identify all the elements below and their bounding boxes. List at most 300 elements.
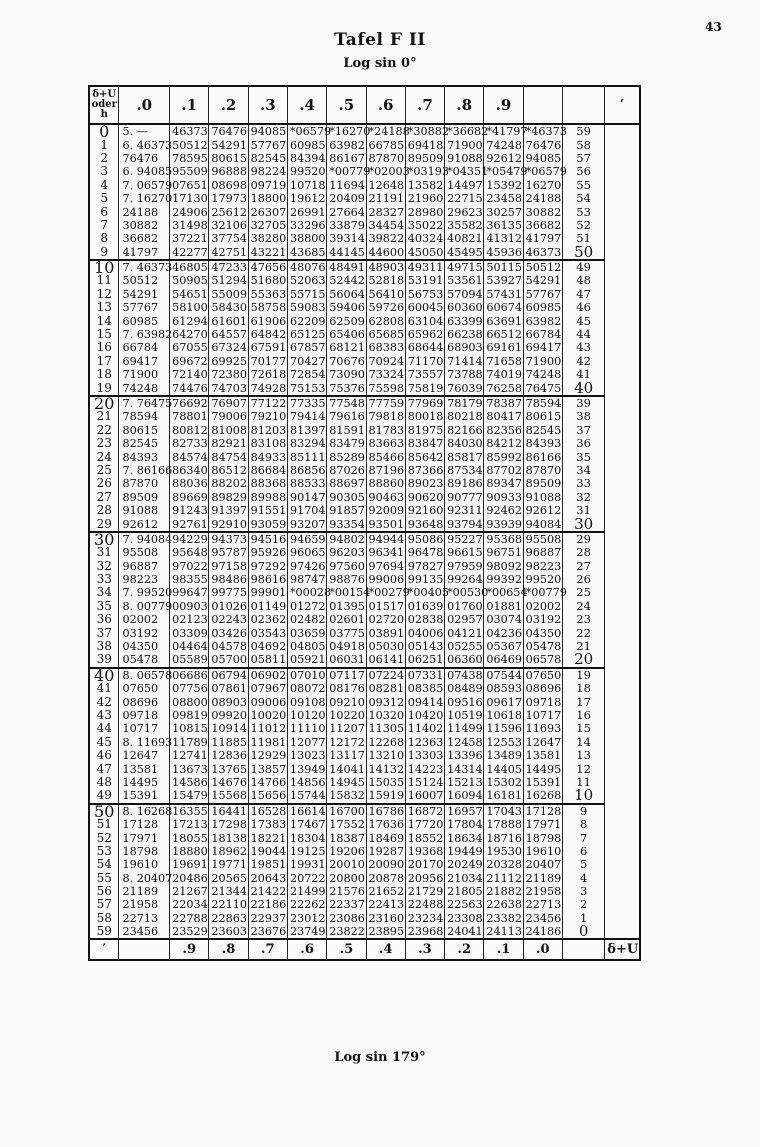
value-cell: 53191	[405, 274, 444, 287]
table-row	[89, 600, 640, 613]
value-cell: 6. 94085	[119, 165, 170, 178]
value-cell: 50512	[170, 138, 209, 151]
value-cell: 18798	[523, 831, 562, 844]
value-cell: 15124	[405, 776, 444, 789]
footer-corner: δ+U	[605, 939, 640, 960]
value-cell: 49715	[445, 260, 484, 274]
value-cell: 17720	[405, 818, 444, 831]
minute-label: 29	[89, 517, 119, 531]
table-row	[89, 288, 640, 301]
value-cell: 09210	[327, 695, 366, 708]
value-cell: 20956	[405, 871, 444, 884]
header-corner-line: oder	[91, 99, 117, 110]
value-cell: 15656	[248, 789, 287, 803]
value-cell: 98616	[248, 573, 287, 586]
value-cell: 98355	[170, 573, 209, 586]
value-cell: 17552	[327, 818, 366, 831]
minute-label-right: 43	[562, 341, 604, 354]
value-cell: 95926	[248, 546, 287, 559]
value-cell: 48491	[327, 260, 366, 274]
column-footer: .2	[445, 939, 484, 960]
value-cell: 21267	[170, 885, 209, 898]
column-footer: .3	[405, 939, 444, 960]
value-cell: 8. 20407	[119, 871, 170, 884]
value-cell: 57767	[523, 288, 562, 301]
minute-label: 55	[89, 871, 119, 884]
minute-label-right: 3	[562, 885, 604, 898]
minute-label-right: 37	[562, 424, 604, 437]
value-cell: 19044	[248, 845, 287, 858]
value-cell: 57431	[484, 288, 523, 301]
value-cell: 05589	[170, 653, 209, 667]
value-cell: 21652	[366, 885, 405, 898]
column-header	[523, 86, 562, 124]
value-cell: 15391	[523, 776, 562, 789]
value-cell: 79210	[248, 410, 287, 423]
value-cell: 16528	[248, 804, 287, 818]
value-cell: 61906	[248, 314, 287, 327]
value-cell: 59083	[287, 301, 326, 314]
value-cell: 60985	[119, 314, 170, 327]
minute-label: 22	[89, 424, 119, 437]
value-cell: 17128	[523, 804, 562, 818]
value-cell: 05811	[248, 653, 287, 667]
value-cell: 15391	[119, 789, 170, 803]
value-cell: 77969	[405, 396, 444, 410]
value-cell: *24188	[366, 124, 405, 138]
minute-label-right: 29	[562, 532, 604, 546]
minute-label: 10	[89, 260, 119, 274]
minute-label-right: 51	[562, 232, 604, 245]
value-cell: 97694	[366, 560, 405, 573]
minute-label: 33	[89, 573, 119, 586]
value-cell: 38280	[248, 232, 287, 245]
value-cell: 21344	[209, 885, 248, 898]
value-cell: 82545	[119, 437, 170, 450]
value-cell: 82356	[484, 424, 523, 437]
value-cell: 03192	[523, 613, 562, 626]
value-cell: 63104	[405, 314, 444, 327]
value-cell: 56410	[366, 288, 405, 301]
value-cell: 87870	[523, 464, 562, 477]
minute-label: 0	[89, 124, 119, 138]
value-cell: 95227	[445, 532, 484, 546]
value-cell: 99520	[523, 573, 562, 586]
table-row	[89, 396, 640, 410]
value-cell: 21576	[327, 885, 366, 898]
value-cell: 66238	[445, 328, 484, 341]
value-cell: 99006	[366, 573, 405, 586]
value-cell: 23822	[327, 925, 366, 939]
value-cell: 67857	[287, 341, 326, 354]
value-cell: 66785	[366, 138, 405, 151]
table-row	[89, 789, 640, 803]
value-cell: 15302	[484, 776, 523, 789]
value-cell: 07438	[445, 668, 484, 682]
table-row	[89, 301, 640, 314]
value-cell: 84393	[119, 450, 170, 463]
value-cell: 02720	[366, 613, 405, 626]
value-cell: 03426	[209, 626, 248, 639]
value-cell: 33879	[327, 219, 366, 232]
value-cell: 98223	[119, 573, 170, 586]
table-row	[89, 586, 640, 599]
value-cell: 01639	[405, 600, 444, 613]
value-cell: 80018	[405, 410, 444, 423]
value-cell: 21034	[445, 871, 484, 884]
value-cell: 20090	[366, 858, 405, 871]
value-cell: 22713	[119, 912, 170, 925]
value-cell: 01026	[209, 600, 248, 613]
minute-label: 53	[89, 845, 119, 858]
value-cell: 18798	[119, 845, 170, 858]
minute-label: 24	[89, 450, 119, 463]
table-row	[89, 818, 640, 831]
value-cell: 17043	[484, 804, 523, 818]
value-cell: 22788	[170, 912, 209, 925]
value-cell: 19449	[445, 845, 484, 858]
value-cell: 7. 94084	[119, 532, 170, 546]
value-cell: 92612	[523, 504, 562, 517]
minute-label: 4	[89, 179, 119, 192]
value-cell: 49311	[405, 260, 444, 274]
value-cell: 54291	[209, 138, 248, 151]
value-cell: 81397	[287, 424, 326, 437]
value-cell: *06579	[287, 124, 326, 138]
table-row	[89, 314, 640, 327]
value-cell: 71900	[119, 368, 170, 381]
value-cell: 16007	[405, 789, 444, 803]
value-cell: 04350	[119, 640, 170, 653]
minute-label: 8	[89, 232, 119, 245]
value-cell: 68903	[445, 341, 484, 354]
value-cell: 03775	[327, 626, 366, 639]
value-cell: 24188	[119, 205, 170, 218]
value-cell: 77548	[327, 396, 366, 410]
value-cell: 56753	[405, 288, 444, 301]
value-cell: 10020	[248, 709, 287, 722]
minute-label: 11	[89, 274, 119, 287]
value-cell: 78179	[445, 396, 484, 410]
minute-label-right: 26	[562, 573, 604, 586]
value-cell: 55715	[287, 288, 326, 301]
value-cell: 75598	[366, 381, 405, 395]
value-cell: 71658	[484, 355, 523, 368]
value-cell: 21805	[445, 885, 484, 898]
value-cell: 43685	[287, 246, 326, 260]
value-cell: 96887	[523, 546, 562, 559]
value-cell: 09718	[523, 695, 562, 708]
value-cell: 16268	[523, 789, 562, 803]
value-cell: 19851	[248, 858, 287, 871]
value-cell: 02002	[523, 600, 562, 613]
minute-label-right: 30	[562, 517, 604, 531]
table-row	[89, 546, 640, 559]
value-cell: 06031	[327, 653, 366, 667]
value-cell: 04805	[287, 640, 326, 653]
value-cell: 05478	[119, 653, 170, 667]
value-cell: 16614	[287, 804, 326, 818]
value-cell: 94802	[327, 532, 366, 546]
minute-label-right: 47	[562, 288, 604, 301]
value-cell: 48076	[287, 260, 326, 274]
value-cell: 01149	[248, 600, 287, 613]
value-cell: 84393	[523, 437, 562, 450]
value-cell: *46373	[523, 124, 562, 138]
value-cell: 23308	[445, 912, 484, 925]
value-cell: 74703	[209, 381, 248, 395]
value-cell: 99901	[248, 586, 287, 599]
value-cell: 81975	[405, 424, 444, 437]
value-cell: 75376	[327, 381, 366, 395]
value-cell: 83479	[327, 437, 366, 450]
value-cell: 12741	[170, 749, 209, 762]
value-cell: 21191	[366, 192, 405, 205]
value-cell: 34454	[366, 219, 405, 232]
table-body	[89, 124, 640, 939]
value-cell: 10718	[287, 179, 326, 192]
value-cell: 95508	[523, 532, 562, 546]
minute-label: 19	[89, 381, 119, 395]
value-cell: 22488	[405, 898, 444, 911]
column-header: .3	[248, 86, 287, 124]
value-cell: 62509	[327, 314, 366, 327]
value-cell: 24906	[170, 205, 209, 218]
value-cell: 11207	[327, 722, 366, 735]
value-cell: 21189	[119, 885, 170, 898]
value-cell: 14041	[327, 762, 366, 775]
value-cell: 99392	[484, 573, 523, 586]
value-cell: 91397	[209, 504, 248, 517]
value-cell: 86166	[523, 450, 562, 463]
value-cell: 13303	[405, 749, 444, 762]
value-cell: 97827	[405, 560, 444, 573]
value-cell: 90147	[287, 491, 326, 504]
table-row	[89, 260, 640, 274]
minute-label-right: 23	[562, 613, 604, 626]
value-cell: 07967	[248, 682, 287, 695]
value-cell: 96887	[119, 560, 170, 573]
value-cell: 93501	[366, 517, 405, 531]
value-cell: 08696	[523, 682, 562, 695]
minute-label: 34	[89, 586, 119, 599]
value-cell: 00903	[170, 600, 209, 613]
value-cell: 99264	[445, 573, 484, 586]
value-cell: 7. 06579	[119, 179, 170, 192]
column-header: .1	[170, 86, 209, 124]
value-cell: 38800	[287, 232, 326, 245]
value-cell: 07117	[327, 668, 366, 682]
value-cell: 74248	[119, 381, 170, 395]
minute-label-right: 12	[562, 762, 604, 775]
table-row	[89, 736, 640, 749]
minute-label-right: 2	[562, 898, 604, 911]
minutes-right-header: ′	[605, 86, 640, 124]
value-cell: 76039	[445, 381, 484, 395]
value-cell: 71170	[405, 355, 444, 368]
minute-label-right: 59	[562, 124, 604, 138]
value-cell: 23529	[170, 925, 209, 939]
value-cell: 07861	[209, 682, 248, 695]
value-cell: 35022	[405, 219, 444, 232]
table-row	[89, 925, 640, 939]
minute-label: 27	[89, 491, 119, 504]
value-cell: 16181	[484, 789, 523, 803]
value-cell: 20800	[327, 871, 366, 884]
value-cell: 13581	[119, 762, 170, 775]
value-cell: 06251	[405, 653, 444, 667]
value-cell: 50512	[119, 274, 170, 287]
value-cell: 01272	[287, 600, 326, 613]
value-cell: 93939	[484, 517, 523, 531]
value-cell: 88697	[327, 477, 366, 490]
value-cell: 60985	[287, 138, 326, 151]
value-cell: 96341	[366, 546, 405, 559]
minute-label-right: 32	[562, 491, 604, 504]
minute-label-right: 34	[562, 464, 604, 477]
value-cell: 15479	[170, 789, 209, 803]
value-cell: 89186	[445, 477, 484, 490]
value-cell: 89347	[484, 477, 523, 490]
value-cell: 69925	[209, 355, 248, 368]
value-cell: 22110	[209, 898, 248, 911]
value-cell: 09920	[209, 709, 248, 722]
minute-label: 57	[89, 898, 119, 911]
minute-label: 21	[89, 410, 119, 423]
value-cell: 60045	[405, 301, 444, 314]
value-cell: 07650	[119, 682, 170, 695]
value-cell: 95086	[405, 532, 444, 546]
table-row	[89, 341, 640, 354]
table-row	[89, 517, 640, 531]
value-cell: 76475	[523, 381, 562, 395]
value-cell: 17971	[523, 818, 562, 831]
value-cell: 80615	[523, 410, 562, 423]
value-cell: 76476	[119, 152, 170, 165]
table-row	[89, 858, 640, 871]
minute-label: 31	[89, 546, 119, 559]
table-row	[89, 749, 640, 762]
value-cell: 59726	[366, 301, 405, 314]
minute-label: 52	[89, 831, 119, 844]
column-footer: .0	[523, 939, 562, 960]
value-cell: 18387	[327, 831, 366, 844]
value-cell: 06141	[366, 653, 405, 667]
value-cell: 81591	[327, 424, 366, 437]
value-cell: 02243	[209, 613, 248, 626]
value-cell: 58430	[209, 301, 248, 314]
value-cell: 21112	[484, 871, 523, 884]
value-cell: 75153	[287, 381, 326, 395]
value-cell: 92009	[366, 504, 405, 517]
value-cell: 76476	[209, 124, 248, 138]
minute-label: 39	[89, 653, 119, 667]
value-cell: 18716	[484, 831, 523, 844]
value-cell: 23676	[248, 925, 287, 939]
value-cell: 16872	[405, 804, 444, 818]
value-cell: 22937	[248, 912, 287, 925]
value-cell: 13949	[287, 762, 326, 775]
value-cell: 66784	[119, 341, 170, 354]
table-row	[89, 124, 640, 138]
value-cell: 89023	[405, 477, 444, 490]
value-cell: 20407	[523, 858, 562, 871]
value-cell: 04350	[523, 626, 562, 639]
value-cell: 08072	[287, 682, 326, 695]
value-cell: 24041	[445, 925, 484, 939]
minute-label: 15	[89, 328, 119, 341]
value-cell: 97022	[170, 560, 209, 573]
value-cell: 22715	[445, 192, 484, 205]
value-cell: 22262	[287, 898, 326, 911]
minute-label: 54	[89, 858, 119, 871]
value-cell: 18962	[209, 845, 248, 858]
minute-label: 43	[89, 709, 119, 722]
value-cell: 21189	[523, 871, 562, 884]
value-cell: 11402	[405, 722, 444, 735]
value-cell: 17973	[209, 192, 248, 205]
value-cell: 20170	[405, 858, 444, 871]
value-cell: 99647	[170, 586, 209, 599]
value-cell: 58758	[248, 301, 287, 314]
value-cell: 90933	[484, 491, 523, 504]
value-cell: 09617	[484, 695, 523, 708]
page-number: 43	[705, 20, 722, 34]
value-cell: 62808	[366, 314, 405, 327]
value-cell: 76692	[170, 396, 209, 410]
minute-label-right: 8	[562, 818, 604, 831]
value-cell: 77122	[248, 396, 287, 410]
value-cell: 27664	[327, 205, 366, 218]
value-cell: 14497	[445, 179, 484, 192]
value-cell: 63982	[523, 314, 562, 327]
value-cell: 08696	[119, 695, 170, 708]
value-cell: 70427	[287, 355, 326, 368]
table-row	[89, 355, 640, 368]
value-cell: 69417	[119, 355, 170, 368]
value-cell: 05367	[484, 640, 523, 653]
minute-label: 51	[89, 818, 119, 831]
value-cell: 07650	[523, 668, 562, 682]
value-cell: 07756	[170, 682, 209, 695]
value-cell: 03309	[170, 626, 209, 639]
value-cell: 89509	[119, 491, 170, 504]
value-cell: 44145	[327, 246, 366, 260]
table-row	[89, 709, 640, 722]
minute-label-right: 56	[562, 165, 604, 178]
value-cell: 89669	[170, 491, 209, 504]
value-cell: 70177	[248, 355, 287, 368]
value-cell: 93794	[445, 517, 484, 531]
value-cell: 54651	[170, 288, 209, 301]
value-cell: 18304	[287, 831, 326, 844]
table-row	[89, 653, 640, 667]
value-cell: 97560	[327, 560, 366, 573]
value-cell: 60360	[445, 301, 484, 314]
value-cell: 17130	[170, 192, 209, 205]
value-cell: 14945	[327, 776, 366, 789]
value-cell: 47656	[248, 260, 287, 274]
table-row	[89, 424, 640, 437]
value-cell: 80218	[445, 410, 484, 423]
value-cell: 92462	[484, 504, 523, 517]
value-cell: 11012	[248, 722, 287, 735]
value-cell: 98747	[287, 573, 326, 586]
value-cell: 54291	[119, 288, 170, 301]
value-cell: 21958	[119, 898, 170, 911]
header-corner-line: δ+U	[92, 89, 117, 100]
value-cell: 16700	[327, 804, 366, 818]
